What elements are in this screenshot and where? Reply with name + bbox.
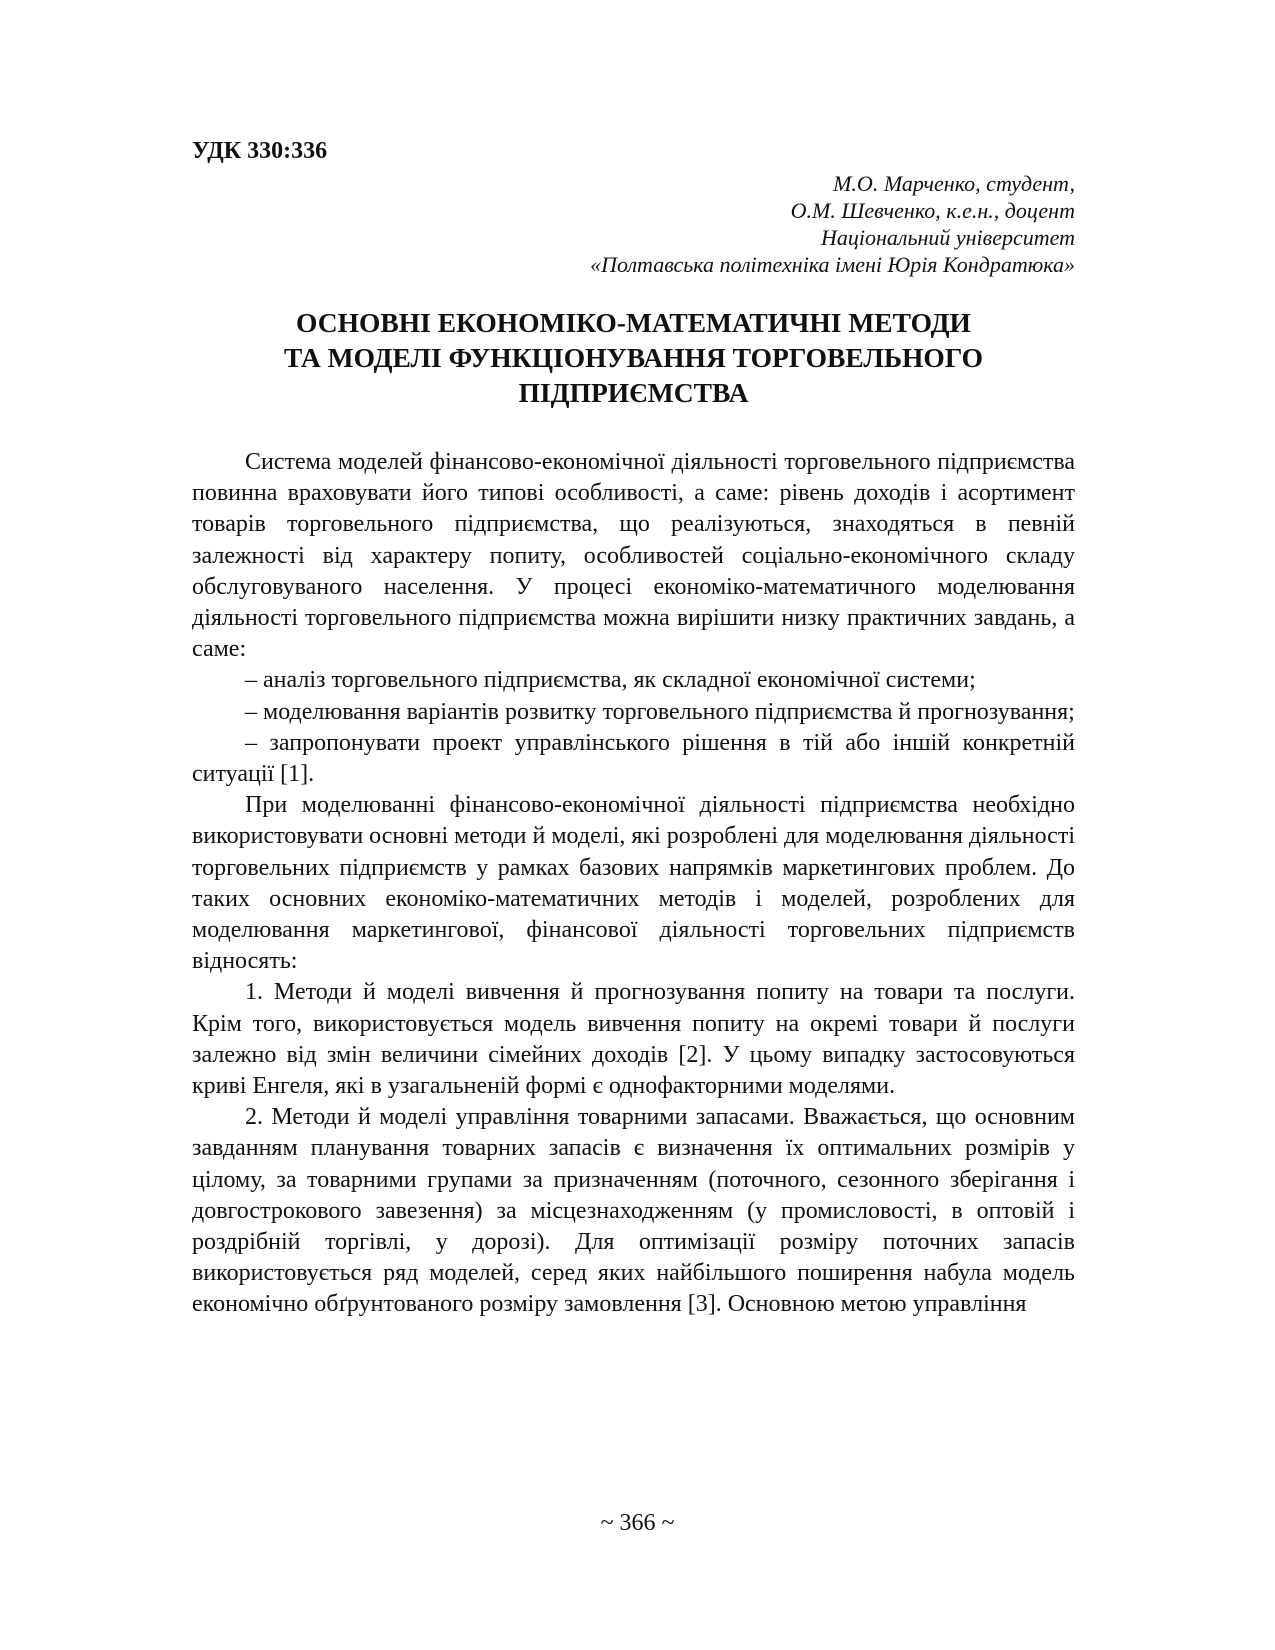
paragraph-methods: При моделюванні фінансово-економічної діяльності підприємства необхідно використовувати основні методи й моделі, які розроблені для моделювання діяльності торговельних підприємств у рамках базових напрямків маркетингових проблем. До таких основних економіко-математичних методів і моделей, розроблених для моделювання маркетингової, фінансової діяльності торговельних підприємств відносять: xyxy=(192,792,1075,975)
title-line-2: ТА МОДЕЛІ ФУНКЦІОНУВАННЯ ТОРГОВЕЛЬНОГО xyxy=(283,342,984,373)
paragraph-intro: Система моделей фінансово-економічної діяльності торговельного підприємства повинна враховувати його типові особливості, а саме: рівень доходів і асортимент товарів торговельного підприємства, що реалізуються, знаходяться в певній залежності від характеру попиту, особливостей соціально-економічного складу обслуговуваного населення. У процесі економіко-математичного моделювання діяльності торговельного підприємства можна вирішити низку практичних завдань, а саме: xyxy=(192,449,1075,663)
list-item-decision: – запропонувати проект управлінського рішення в тій або іншій конкретній ситуації [1]. xyxy=(192,729,1075,788)
list-item-analysis: – аналіз торговельного підприємства, як складної економічної системи; xyxy=(245,667,976,694)
title-line-3: ПІДПРИЄМСТВА xyxy=(518,377,749,408)
list-item-modeling: – моделювання варіантів розвитку торговельного підприємства й прогнозування; xyxy=(245,698,1075,725)
paper-title xyxy=(192,305,1075,410)
affiliation-line-1: Національний університет xyxy=(820,225,1075,250)
body-text xyxy=(192,447,1075,1321)
paragraph-inventory-models: 2. Методи й моделі управління товарними запасами. Вважається, що основним завданням планування товарних запасів є визначення їх оптимальних розмірів у цілому, за товарними групами за призначенням (поточного, сезонного зберігання і довгострокового завезення) за місцезнаходженням (у промисловості, в оптовій і роздрібній торгівлі, у дорозі). Для оптимізації розміру поточних запасів використовується ряд моделей, серед яких найбільшого поширення набула модель економічно обґрунтованого розміру замовлення [3]. Основною метою управління xyxy=(192,1104,1075,1318)
author-line-2: О.М. Шевченко, к.е.н., доцент xyxy=(790,198,1075,223)
udk-code: УДК 330:336 xyxy=(192,138,328,164)
paragraph-demand-models: 1. Методи й моделі вивчення й прогнозування попиту на товари та послуги. Крім того, використовується модель вивчення попиту на окремі товари й послуги залежно від змін величини сімейних доходів [2]. У цьому випадку застосовуються криві Енгеля, які в узагальненій формі є однофакторними моделями. xyxy=(192,979,1075,1100)
affiliation-line-2: «Полтавська політехніка імені Юрія Кондратюка» xyxy=(590,252,1075,277)
page-number: ~ 366 ~ xyxy=(600,1510,675,1536)
author-line-1: М.О. Марченко, студент, xyxy=(833,171,1075,196)
title-line-1: ОСНОВНІ ЕКОНОМІКО-МАТЕМАТИЧНІ МЕТОДИ xyxy=(296,307,971,338)
author-block xyxy=(500,170,1075,278)
